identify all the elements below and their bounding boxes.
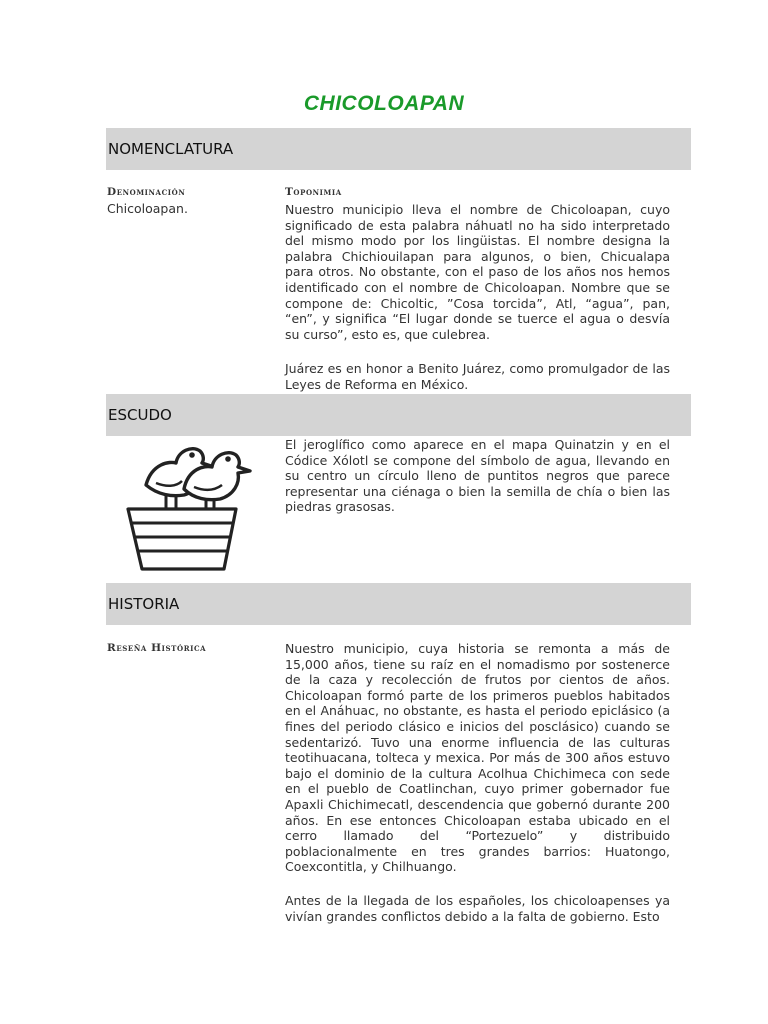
resena-historica-label: Reseña Histórica [107,642,207,654]
toponimia-label: Toponimia [285,186,342,198]
section-header-historia: HISTORIA [106,583,691,625]
section-header-nomenclatura: NOMENCLATURA [106,128,691,170]
denominacion-label: Denominación [107,186,186,198]
escudo-paragraph: El jeroglífico como aparece en el mapa Quinatzin y en el Códice Xólotl se compone del símbolo de agua, llevando en su centro un círculo lleno de puntitos negros que parece representar una ciénaga o bien la semilla de chía o bien las piedras grasosas. [285,437,670,515]
toponimia-paragraph: Nuestro municipio lleva el nombre de Chicoloapan, cuyo significado de esta palabra náhuatl no ha sido interpretado del mismo modo por los lingüistas. El nombre designa la palabra Chichiouilapan para algunos, o bien, Chicualapa para otros. No obstante, con el paso de los años nos hemos identificado con el nombre de Chicoloapan. Nombre que se compone de: Chicoltic, ”Cosa torcida”, Atl, “agua”, pan, “en”, y significa “El lugar donde se tuerce el agua o desvía su curso”, esto es, que culebrea. [285,202,670,342]
historia-paragraph-2: Antes de la llegada de los españoles, los chicoloapenses ya vivían grandes conflictos debido a la falta de gobierno. Esto [285,893,670,924]
juarez-paragraph: Juárez es en honor a Benito Juárez, como promulgador de las Leyes de Reforma en México. [285,361,670,392]
denominacion-value: Chicoloapan. [107,201,188,216]
section-header-escudo: ESCUDO [106,394,691,436]
page-title: CHICOLOAPAN [303,92,465,115]
historia-paragraph-1: Nuestro municipio, cuya historia se remonta a más de 15,000 años, tiene su raíz en el nomadismo por sostenerce de la caza y recolección de frutos por cientos de años. Chicoloapan formó parte de los primeros pueblos habitados en el Anáhuac, no obstante, es hasta el periodo epiclásico (a fines del periodo clásico e inicios del posclásico) cuando se sedentarizó. Tuvo una enorme influencia de las culturas teotihuacana, tolteca y mexica. Por más de 300 años estuvo bajo el dominio de la cultura Acolhua Chichimeca con sede en el pueblo de Coatlinchan, cuyo primer gobernador fue Apaxli Chichimecatl, descendencia que gobernó durante 200 años. En ese entonces Chicoloapan estaba ubicado en el cerro llamado del “Portezuelo” y distribuido poblacionalmente en tres grandes barrios: Huatongo, Coexcontitla, y Chilhuango. [285,641,670,875]
two-birds-on-basket-glyph-icon [118,433,258,577]
